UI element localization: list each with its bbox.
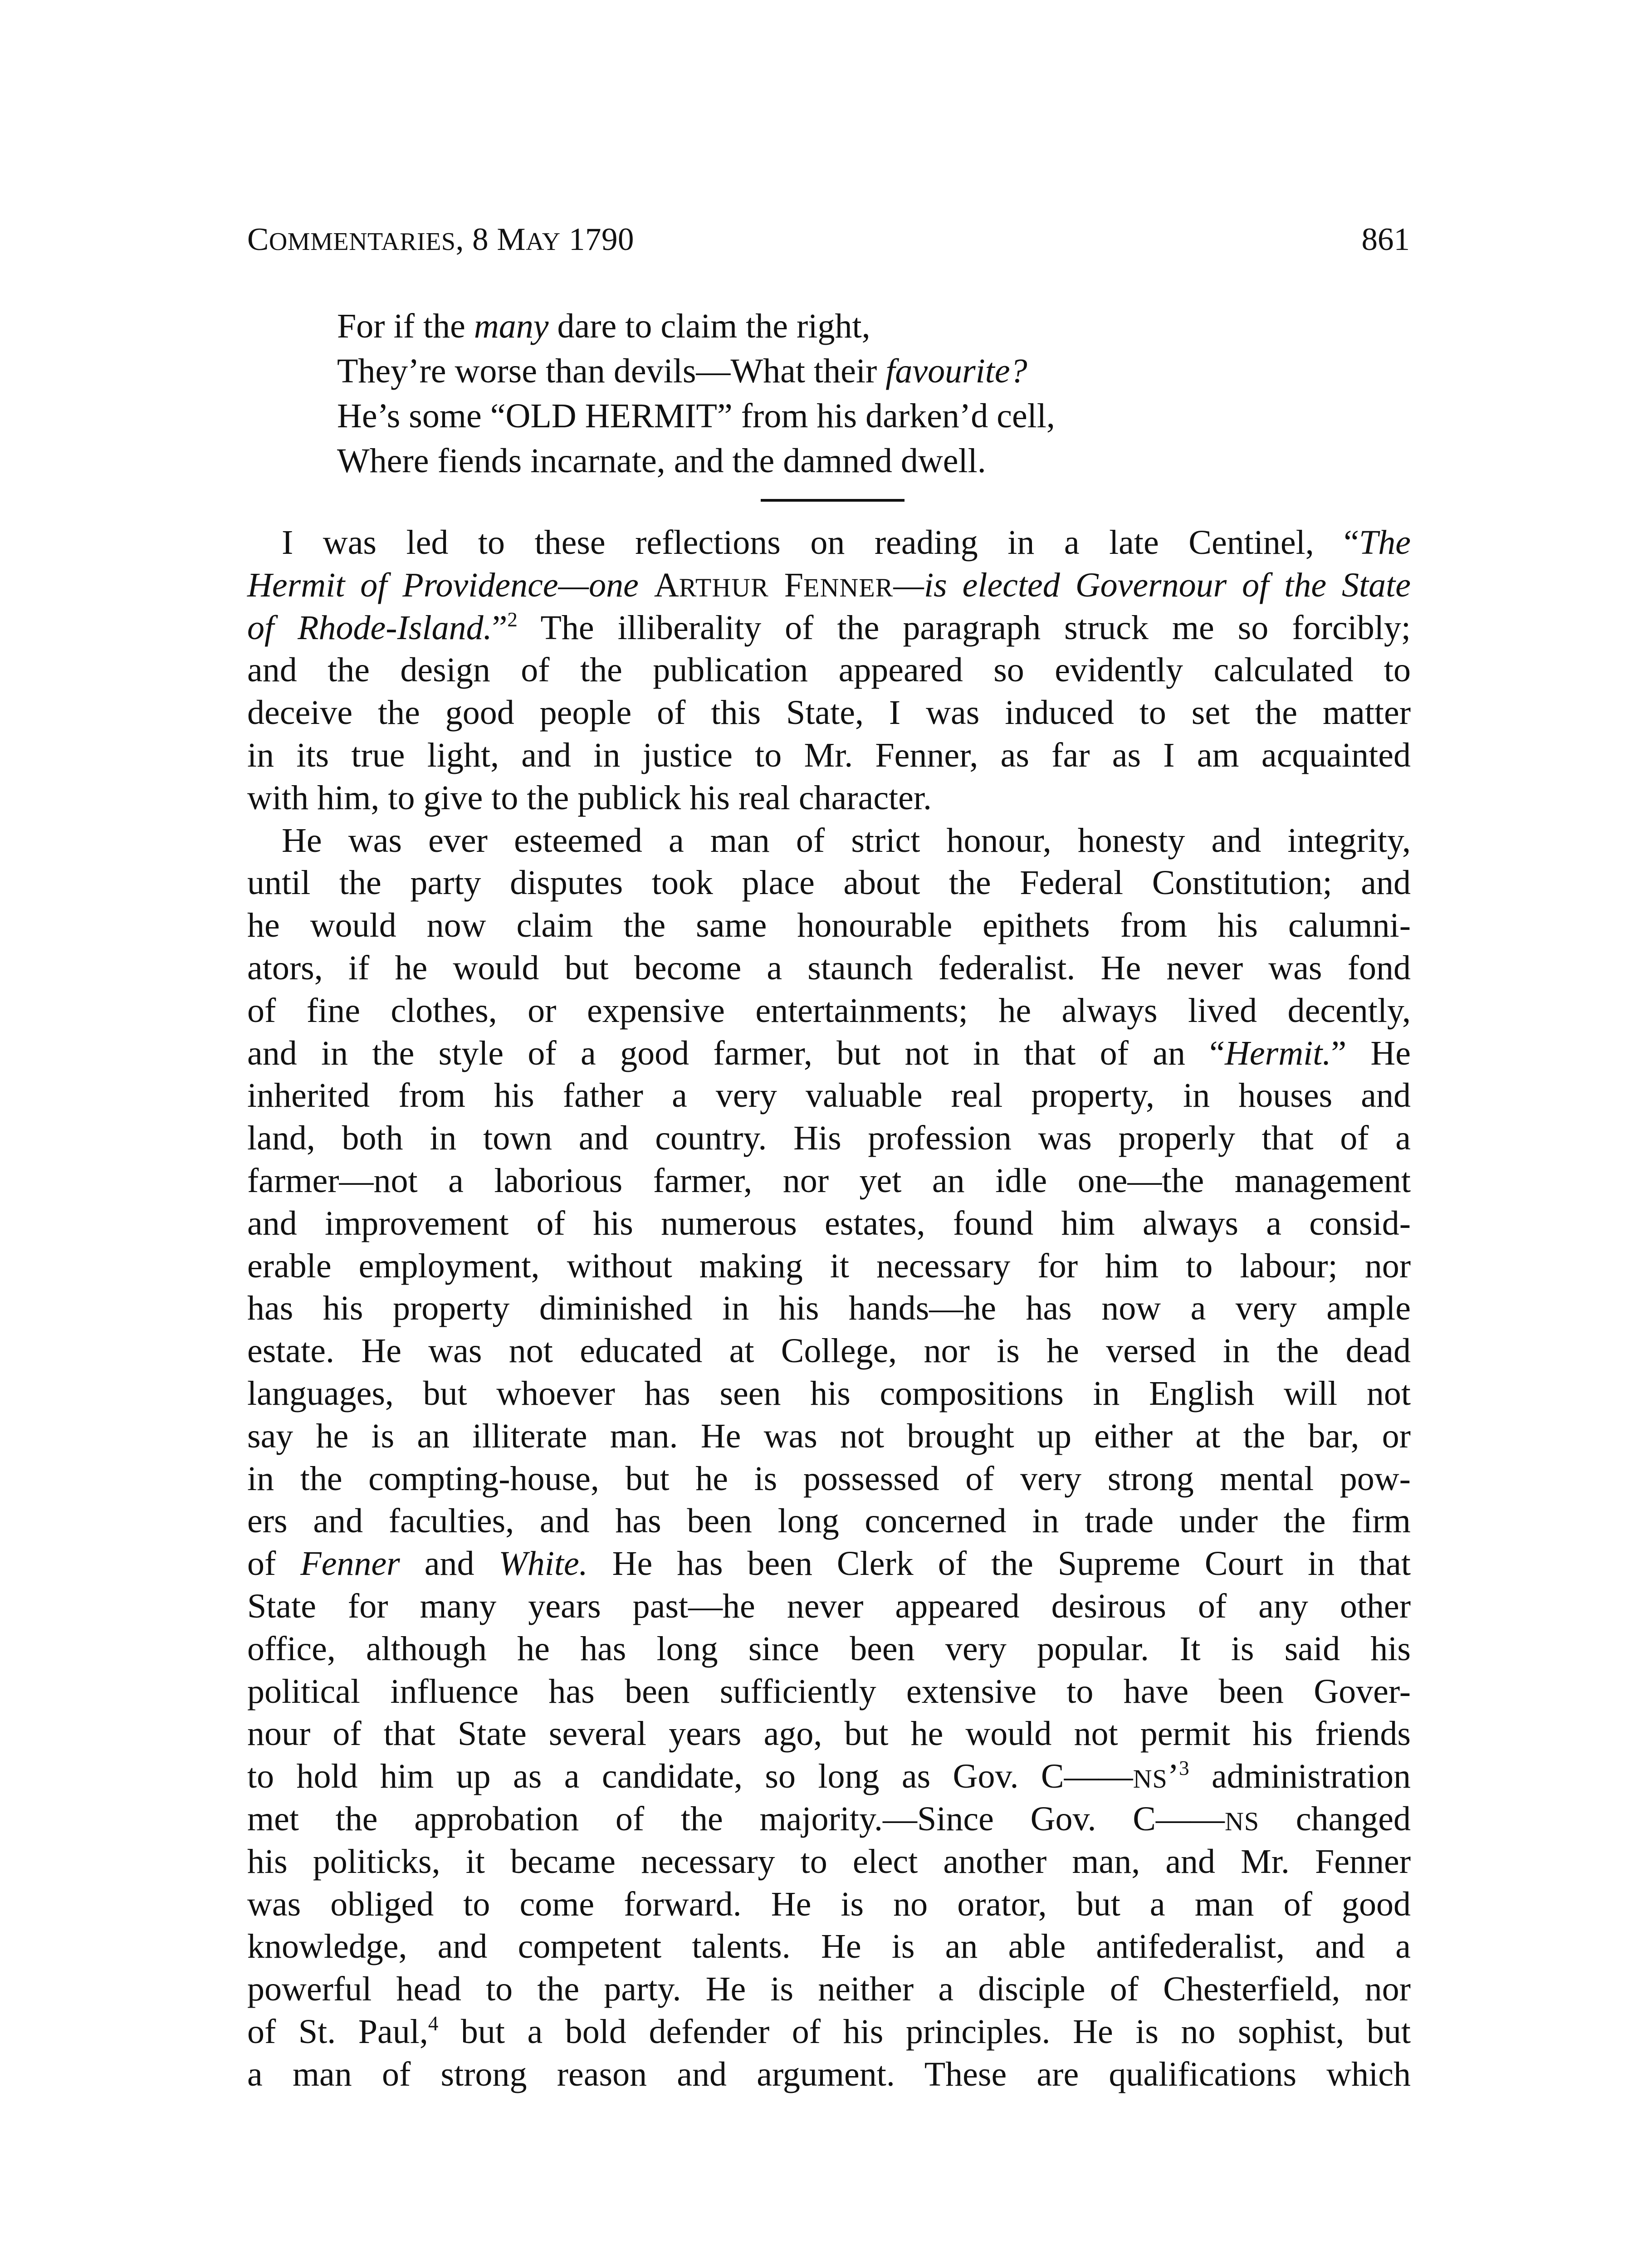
poem-line: For if the many dare to claim the right, bbox=[337, 307, 870, 345]
text-line: and the design of the publication appeared so evidently calculated to bbox=[247, 651, 1411, 689]
section-divider bbox=[761, 499, 905, 502]
running-head-smallcaps-month: AY bbox=[525, 228, 561, 256]
running-head bbox=[247, 217, 634, 264]
text-line: ators, if he would but become a staunch federalist. He never was fond bbox=[247, 948, 1411, 987]
page-header bbox=[247, 217, 1410, 262]
paragraph-1 bbox=[247, 522, 1411, 820]
footnote-ref-3: 3 bbox=[1179, 1757, 1189, 1780]
text-line: powerful head to the party. He is neither a disciple of Chesterfield, nor bbox=[247, 1970, 1411, 2009]
text-line: He was ever esteemed a man of strict honour, honesty and integrity, bbox=[282, 821, 1411, 860]
page-number: 861 bbox=[1361, 222, 1410, 257]
footnote-ref-2: 2 bbox=[507, 608, 518, 631]
text-line: languages, but whoever has seen his compositions in English will not bbox=[247, 1374, 1411, 1413]
text-line: estate. He was not educated at College, nor is he versed in the dead bbox=[247, 1332, 1411, 1370]
text-line: a man of strong reason and argument. These are qualifications which bbox=[247, 2055, 1411, 2093]
text-line: nour of that State several years ago, but he would not permit his friends bbox=[247, 1715, 1411, 1753]
text-line: office, although he has long since been very popular. It is said his bbox=[247, 1629, 1411, 1668]
text-line: in the compting-house, but he is possessed of very strong mental pow- bbox=[247, 1459, 1411, 1498]
text-line: land, both in town and country. His profession was properly that of a bbox=[247, 1119, 1411, 1158]
text-line: political influence has been sufficiently extensive to have been Gover- bbox=[247, 1672, 1411, 1711]
running-head-smallcaps: OMMENTARIES bbox=[269, 228, 456, 256]
poem-line: They’re worse than devils—What their favourite? bbox=[337, 352, 1027, 390]
text-line: Hermit of Providence—one ARTHUR FENNER—is elected Governour of the State bbox=[247, 566, 1411, 604]
text-line: deceive the good people of this State, I was induced to set the matter bbox=[247, 694, 1411, 732]
paragraph-2 bbox=[247, 820, 1411, 2096]
text-line: farmer—not a laborious farmer, nor yet an idle one—the management bbox=[247, 1161, 1411, 1200]
text-line: was obliged to come forward. He is no orator, but a man of good bbox=[247, 1885, 1411, 1923]
text-line: of fine clothes, or expensive entertainments; he always lived decently, bbox=[247, 991, 1411, 1030]
text-line: of St. Paul,$^4$ but a bold defender of his principles. He is no sophist, but bbox=[247, 2012, 1411, 2051]
body-text bbox=[247, 522, 1411, 2096]
text-line: and in the style of a good farmer, but not in that of an “Hermit.” He bbox=[247, 1034, 1411, 1072]
text-line: with him, to give to the publick his real character. bbox=[247, 778, 932, 817]
text-line: erable employment, without making it necessary for him to labour; nor bbox=[247, 1246, 1411, 1285]
text-line: to hold him up as a candidate, so long as Gov. C——NS’$^3$ administration bbox=[247, 1757, 1411, 1796]
text-line: in its true light, and in justice to Mr. Fenner, as far as I am acquainted bbox=[247, 736, 1411, 774]
text-line: and improvement of his numerous estates, found him always a consid- bbox=[247, 1204, 1411, 1242]
text-line: of Rhode-Island.”$^2$ The illiberality of the paragraph struck me so forcibly; bbox=[247, 608, 1411, 647]
text-line: met the approbation of the majority.—Since Gov. C——NS changed bbox=[247, 1799, 1411, 1838]
text-line: ers and faculties, and has been long concerned in trade under the firm bbox=[247, 1502, 1411, 1540]
text-line: I was led to these reflections on reading in a late Centinel, “The bbox=[282, 523, 1411, 562]
running-head-date: , 8 M bbox=[455, 222, 526, 257]
text-line: inherited from his father a very valuable real property, in houses and bbox=[247, 1076, 1411, 1115]
text-line: of Fenner and White. He has been Clerk of the Supreme Court in that bbox=[247, 1545, 1411, 1583]
footnote-ref-4: 4 bbox=[428, 2012, 439, 2035]
running-head-initial: C bbox=[247, 222, 269, 257]
poem-stanza bbox=[337, 304, 1426, 484]
text-line: he would now claim the same honourable epithets from his calumni- bbox=[247, 906, 1411, 945]
text-line: has his property diminished in his hands—he has now a very ample bbox=[247, 1289, 1411, 1328]
poem-line: He’s some “OLD HERMIT” from his darken’d cell, bbox=[337, 397, 1055, 435]
text-line: say he is an illiterate man. He was not brought up either at the bar, or bbox=[247, 1417, 1411, 1455]
text-line: his politicks, it became necessary to elect another man, and Mr. Fenner bbox=[247, 1842, 1411, 1881]
text-line: until the party disputes took place about the Federal Constitution; and bbox=[247, 864, 1411, 902]
text-line: knowledge, and competent talents. He is an able antifederalist, and a bbox=[247, 1927, 1411, 1966]
poem-line: Where fiends incarnate, and the damned dwell. bbox=[337, 442, 986, 480]
text-line: State for many years past—he never appeared desirous of any other bbox=[247, 1587, 1411, 1625]
running-head-year: 1790 bbox=[560, 222, 634, 257]
